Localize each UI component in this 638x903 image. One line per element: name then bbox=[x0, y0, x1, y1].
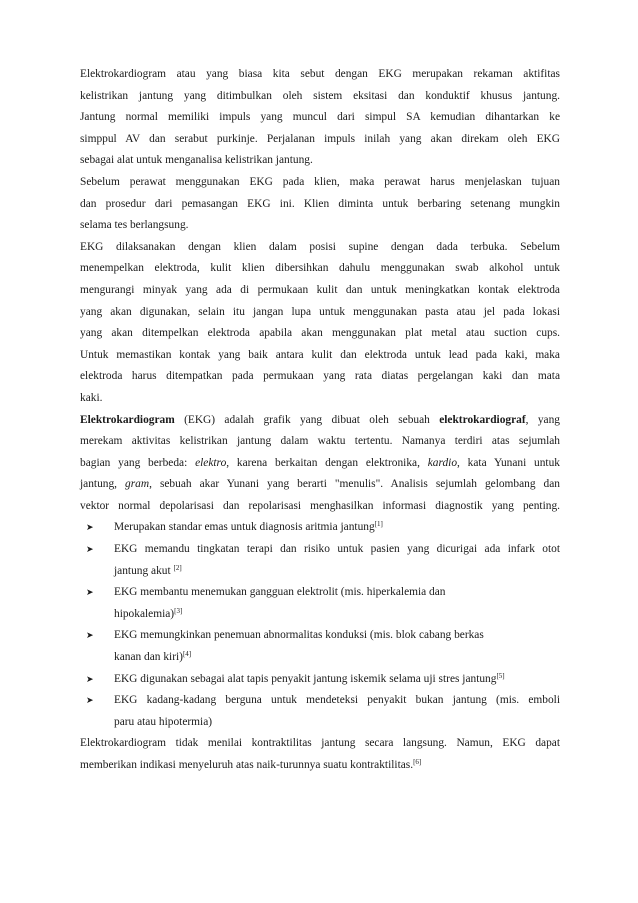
text-line: Elektrokardiogram atau yang biasa kita sebut dengan EKG merupakan rekaman aktifitas bbox=[80, 68, 560, 80]
arrow-bullet-icon: ➤ bbox=[86, 695, 94, 706]
term-abbreviation: (EKG) bbox=[184, 413, 216, 426]
list-item bbox=[80, 625, 560, 668]
bullet-list bbox=[80, 517, 560, 733]
text-span: memberikan indikasi menyeluruh atas naik-turunnya suatu kontraktilitas. bbox=[80, 759, 414, 771]
text-span: adalah grafik yang dibuat oleh sebuah bbox=[224, 413, 430, 426]
text-line bbox=[114, 604, 560, 626]
term-elektrokardiograf: elektrokardiograf bbox=[439, 413, 526, 426]
arrow-bullet-icon: ➤ bbox=[86, 587, 94, 598]
text-line: yang akan ditempelkan elektroda apabila akan menggunakan plat metal atau suction cups. bbox=[80, 327, 560, 340]
text-line: yang akan digunakan, selain itu jangan lupa untuk menggunakan pasta atau jel pada lokasi bbox=[80, 305, 560, 318]
text-line: EKG memungkinkan penemuan abnormalitas konduksi (mis. blok cabang berkas bbox=[114, 629, 484, 642]
document-page bbox=[80, 64, 560, 777]
text-line bbox=[114, 647, 560, 669]
reference-link[interactable]: [2] bbox=[173, 563, 182, 572]
paragraph-definition bbox=[80, 410, 560, 518]
paragraph-execution bbox=[80, 237, 560, 410]
arrow-bullet-icon: ➤ bbox=[86, 522, 94, 533]
text-span: , karena berkaitan dengan elektronika, bbox=[226, 456, 420, 469]
paragraph-contractility bbox=[80, 733, 560, 776]
term-gram: gram bbox=[125, 478, 150, 491]
arrow-bullet-icon: ➤ bbox=[86, 673, 94, 684]
text-span: jantung akut bbox=[114, 564, 174, 577]
list-item bbox=[80, 517, 560, 539]
text-line: elektroda harus ditempatkan pada permukaan yang rata diatas pergelangan kaki dan mata bbox=[80, 370, 560, 383]
text-line bbox=[114, 517, 560, 539]
text-span: , yang bbox=[525, 413, 560, 426]
text-line bbox=[80, 755, 560, 777]
text-line bbox=[80, 474, 560, 496]
text-line: mengurangi minyak yang ada di permukaan kulit dan untuk meningkatkan kontak elektroda bbox=[80, 283, 560, 296]
text-line: merekam aktivitas kelistrikan jantung dalam waktu tertentu. Namanya terdiri atas sejumlah bbox=[80, 435, 560, 448]
reference-link[interactable]: [4] bbox=[182, 650, 192, 659]
text-line: sebagai alat untuk menganalisa kelistrikan jantung. bbox=[80, 154, 313, 167]
text-line bbox=[114, 561, 560, 583]
text-line: EKG membantu menemukan gangguan elektrolit (mis. hiperkalemia dan bbox=[114, 586, 446, 599]
text-span: jantung, bbox=[80, 478, 118, 491]
text-line: simppul AV dan serabut purkinje. Perjalanan impuls inilah yang akan direkam oleh EKG bbox=[80, 132, 560, 145]
text-line: EKG dilaksanakan dengan klien dalam posisi supine dengan dada terbuka. Sebelum bbox=[80, 240, 560, 253]
term-elektro: elektro bbox=[195, 456, 227, 469]
list-item bbox=[80, 539, 560, 582]
list-item bbox=[80, 690, 560, 733]
arrow-bullet-icon: ➤ bbox=[86, 630, 94, 641]
text-line: vektor normal depolarisasi dan repolarisasi menghasilkan informasi diagnostik yang penting. bbox=[80, 499, 560, 512]
text-span: kanan dan kiri) bbox=[114, 651, 183, 664]
text-line: paru atau hipotermia) bbox=[114, 715, 213, 728]
text-span: , sebuah akar Yunani yang berarti "menulis". Analisis sejumlah gelombang dan bbox=[149, 478, 560, 491]
text-span: Merupakan standar emas untuk diagnosis aritmia jantung bbox=[114, 521, 375, 534]
reference-link[interactable]: [3] bbox=[174, 606, 183, 615]
text-line bbox=[80, 410, 560, 432]
text-line: selama tes berlangsung. bbox=[80, 219, 189, 232]
text-line: kelistrikan jantung yang ditimbulkan oleh sistem eksitasi dan konduktif khusus jantung. bbox=[80, 89, 560, 102]
term-elektrokardiogram: Elektrokardiogram bbox=[80, 413, 175, 426]
paragraph-procedure bbox=[80, 172, 560, 237]
paragraph-intro bbox=[80, 64, 560, 172]
arrow-bullet-icon: ➤ bbox=[86, 544, 94, 555]
text-span: , kata Yunani untuk bbox=[457, 456, 560, 469]
text-line: EKG kadang-kadang berguna untuk mendeteksi penyakit bukan jantung (mis. emboli bbox=[114, 694, 560, 707]
reference-link[interactable]: [6] bbox=[413, 758, 422, 766]
term-kardio: kardio bbox=[427, 456, 458, 469]
text-line: Untuk memastikan kontak yang baik antara kulit dan elektroda untuk lead pada kaki, maka bbox=[80, 348, 560, 361]
list-item bbox=[80, 582, 560, 625]
reference-link[interactable]: [5] bbox=[496, 671, 505, 680]
text-line: Jantung normal memiliki impuls yang muncul dari simpul SA kemudian dihantarkan ke bbox=[80, 111, 560, 124]
text-span: EKG digunakan sebagai alat tapis penyakit jantung iskemik selama uji stres jantung bbox=[114, 672, 497, 685]
text-line: Sebelum perawat menggunakan EKG pada klien, maka perawat harus menjelaskan tujuan bbox=[80, 175, 560, 188]
text-line: EKG memandu tingkatan terapi dan risiko untuk pasien yang dicurigai ada infark otot bbox=[114, 543, 560, 556]
text-span: bagian yang berbeda: bbox=[80, 456, 188, 469]
text-line: dan prosedur dari pemasangan EKG ini. Klien diminta untuk berbaring setenang mungkin bbox=[80, 197, 560, 210]
text-line bbox=[114, 669, 560, 691]
text-span: hipokalemia) bbox=[114, 607, 175, 620]
reference-link[interactable]: [1] bbox=[374, 520, 383, 529]
text-line: kaki. bbox=[80, 391, 103, 404]
text-line: Elektrokardiogram tidak menilai kontraktilitas jantung secara langsung. Namun, EKG dapat bbox=[80, 737, 560, 750]
list-item bbox=[80, 669, 560, 691]
text-line bbox=[80, 453, 560, 475]
text-line: menempelkan elektroda, kulit klien dibersihkan dahulu menggunakan swab alkohol untuk bbox=[80, 262, 560, 275]
